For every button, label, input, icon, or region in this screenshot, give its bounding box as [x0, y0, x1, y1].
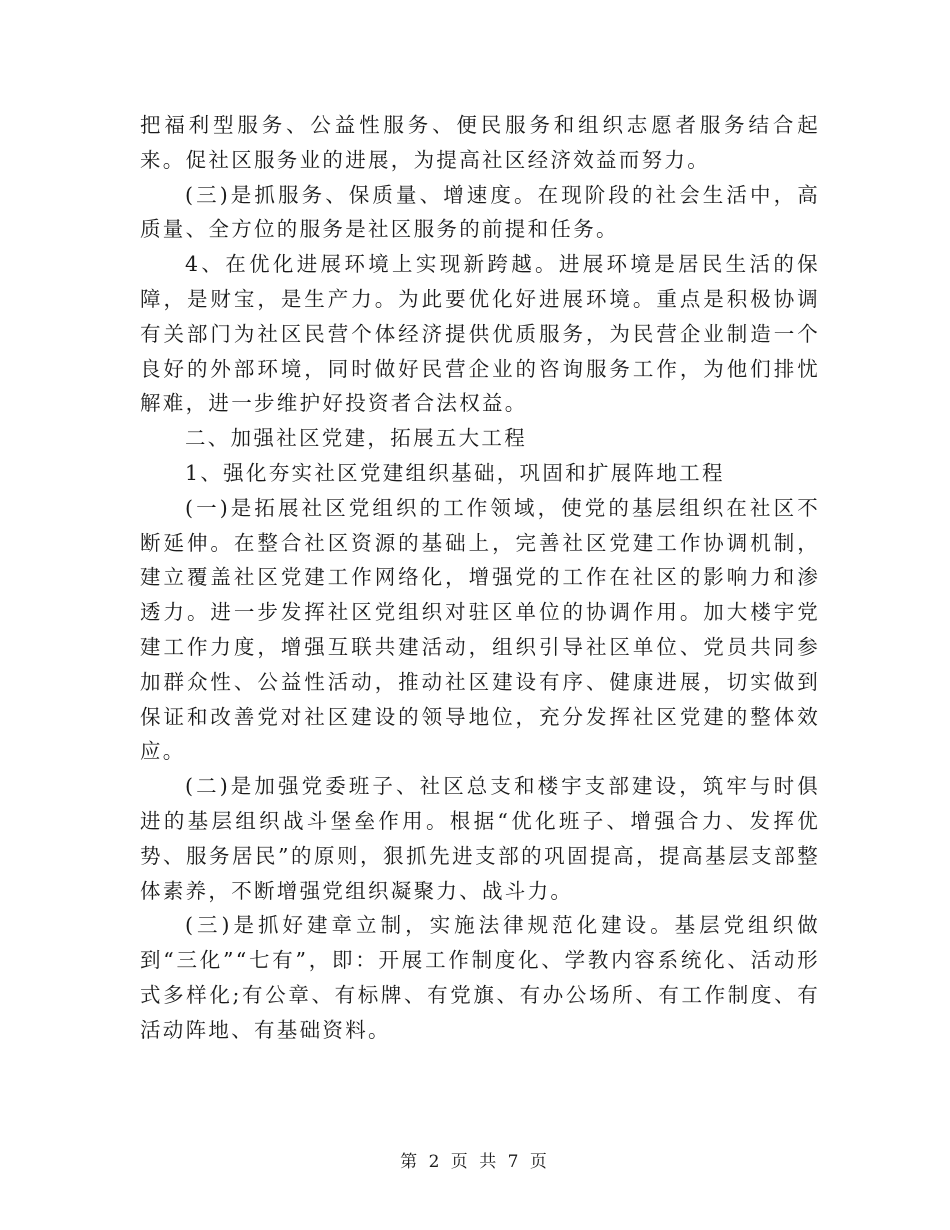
paragraph-7: (二)是加强党委班子、社区总支和楼宇支部建设，筑牢与时俱进的基层组织战斗堡垒作用。根据“优化班子、增强合力、发挥优势、服务居民”的原则，狠抓先进支部的巩固提高，提高基层支部整体素养，不断增强党组织凝聚力、战斗力。 — [140, 774, 820, 903]
subsection-heading-1: 1、强化夯实社区党建组织基础，巩固和扩展阵地工程 — [185, 460, 725, 485]
document-body — [140, 108, 820, 1048]
paragraph-6: (一)是拓展社区党组织的工作领域，使党的基层组织在社区不断延伸。在整合社区资源的基础上，完善社区党建工作协调机制，建立覆盖社区党建工作网络化，增强党的工作在社区的影响力和渗透力。进一步发挥社区党组织对驻区单位的协调作用。加大楼宇党建工作力度，增强互联共建活动，组织引导社区单位、党员共同参加群众性、公益性活动，推动社区建设有序、健康进展，切实做到保证和改善党对社区建设的领导地位，充分发挥社区党建的整体效应。 — [140, 495, 820, 764]
page-footer — [0, 1147, 950, 1172]
paragraph-1: 把福利型服务、公益性服务、便民服务和组织志愿者服务结合起来。促社区服务业的进展，为提高社区经济效益而努力。 — [140, 113, 820, 172]
paragraph-3: 4、在优化进展环境上实现新跨越。进展环境是居民生活的保障，是财宝，是生产力。为此要优化好进展环境。重点是积极协调有关部门为社区民营个体经济提供优质服务，为民营企业制造一个良好的外部环境，同时做好民营企业的咨询服务工作，为他们排忧解难，进一步维护好投资者合法权益。 — [140, 252, 820, 416]
paragraph-8: (三)是抓好建章立制，实施法律规范化建设。基层党组织做到“三化”“七有”，即：开展工作制度化、学教内容系统化、活动形式多样化;有公章、有标牌、有党旗、有办公场所、有工作制度、有活动阵地、有基础资料。 — [140, 913, 820, 1042]
page-number-label: 第 2 页 共 7 页 — [400, 1152, 550, 1172]
paragraph-2: (三)是抓服务、保质量、增速度。在现阶段的社会生活中，高质量、全方位的服务是社区服务的前提和任务。 — [140, 182, 820, 242]
section-heading-2: 二、加强社区党建，拓展五大工程 — [185, 426, 527, 451]
